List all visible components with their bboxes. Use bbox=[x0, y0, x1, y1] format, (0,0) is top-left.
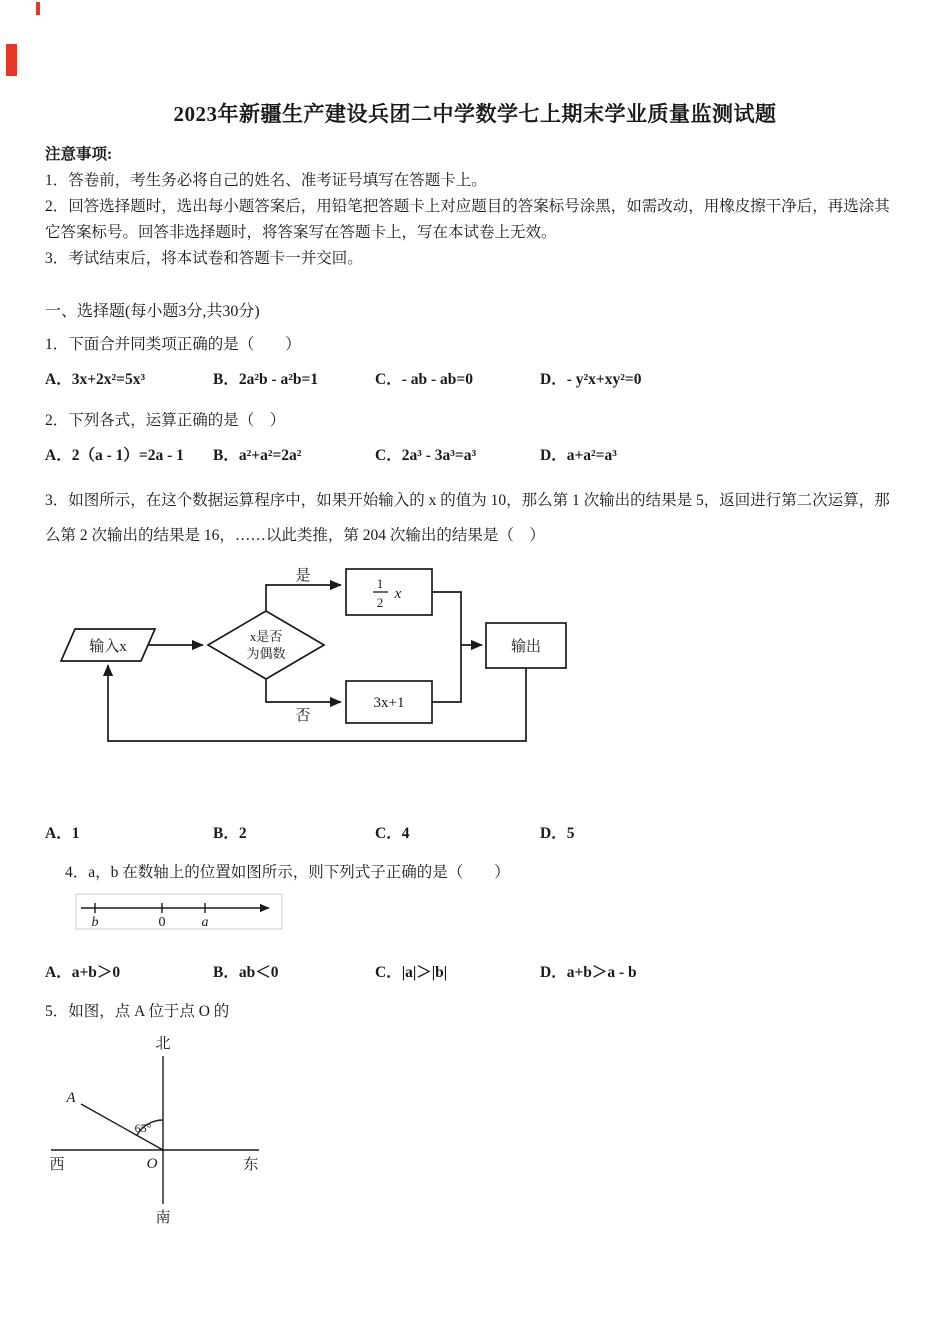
numberline-border bbox=[76, 894, 282, 929]
option-1a: A．3x+2x²=5x³ bbox=[45, 371, 146, 388]
question-2-options bbox=[45, 443, 905, 465]
option-1b: B．2a²b - a²b=1 bbox=[213, 371, 319, 388]
flowchart-yes-branch-line bbox=[266, 585, 341, 611]
compass-label-west: 西 bbox=[49, 1157, 65, 1173]
flowchart-output-label: 输出 bbox=[510, 639, 542, 655]
compass-label-north: 北 bbox=[155, 1036, 171, 1052]
option-2a: A．2（a - 1）=2a - 1 bbox=[45, 447, 184, 464]
compass-figure bbox=[41, 1032, 311, 1230]
flowchart-odd-label: 3x+1 bbox=[373, 695, 405, 711]
option-3d: D．5 bbox=[540, 825, 575, 842]
option-4a: A．a+b＞0 bbox=[45, 964, 121, 981]
flowchart-figure bbox=[41, 561, 661, 761]
flowchart-even-box bbox=[346, 569, 432, 615]
option-2d: D．a+a²=a³ bbox=[540, 447, 617, 464]
question-1-options bbox=[45, 367, 905, 389]
compass-label-south: 南 bbox=[155, 1210, 171, 1226]
question-2-text: 2．下列各式，运算正确的是（ ） bbox=[45, 412, 286, 429]
flowchart-input-label: 输入x bbox=[89, 639, 127, 655]
option-2b: B．a²+a²=2a² bbox=[213, 447, 302, 464]
notice-item-2: 2．回答选择题时，选出每小题答案后，用铅笔把答题卡上对应题目的答案标号涂黑，如需改动，用橡皮擦干净后，再选涂其它答案标号。回答非选择题时，将答案写在答题卡上，写在本试卷上无效。 bbox=[45, 198, 890, 241]
notice-header: 注意事项: bbox=[45, 146, 113, 163]
notice-item-3: 3．考试结束后，将本试卷和答题卡一并交回。 bbox=[45, 250, 363, 267]
compass-label-point-a: A bbox=[66, 1090, 76, 1106]
notice-item-1: 1．答卷前，考生务必将自己的姓名、准考证号填写在答题卡上。 bbox=[45, 172, 487, 189]
red-registration-mark-left bbox=[6, 44, 17, 76]
compass-label-east: 东 bbox=[243, 1157, 259, 1173]
flowchart-decision-label-line2: 为偶数 bbox=[246, 646, 286, 661]
question-4-numberline bbox=[75, 893, 905, 936]
flowchart-no-label: 否 bbox=[295, 708, 311, 724]
numberline-label-b: b bbox=[91, 915, 99, 930]
question-3-text: 3．如图所示，在这个数据运算程序中，如果开始输入的 x 的值为 10，那么第 1 次输出的结果是 5，返回进行第二次运算，那么第 2 次输出的结果是 16，……以此类推，第 204 次输出的结果是（ ） bbox=[45, 492, 890, 544]
numberline-figure bbox=[75, 893, 287, 931]
option-2c: C．2a³ - 3a³=a³ bbox=[375, 447, 477, 464]
option-3b: B．2 bbox=[213, 825, 247, 842]
flowchart-no-branch-line bbox=[266, 679, 341, 702]
question-4-text: 4．a，b 在数轴上的位置如图所示，则下列式子正确的是（ ） bbox=[65, 864, 510, 881]
option-4c: C．|a|＞|b| bbox=[375, 964, 448, 981]
compass-angle-label: 65° bbox=[134, 1121, 152, 1135]
page-title: 2023年新疆生产建设兵团二中学数学七上期末学业质量监测试题 bbox=[173, 102, 777, 126]
option-1d: D．- y²x+xy²=0 bbox=[540, 371, 642, 388]
flowchart-yes-label: 是 bbox=[295, 568, 311, 584]
flowchart-decision-label-line1: x是否 bbox=[249, 629, 283, 644]
flowchart-merge-line bbox=[432, 592, 461, 702]
question-1-text: 1．下面合并同类项正确的是（ ） bbox=[45, 336, 301, 353]
option-3c: C．4 bbox=[375, 825, 410, 842]
fraction-denominator: 2 bbox=[376, 595, 384, 610]
red-registration-mark-top bbox=[36, 2, 40, 15]
flowchart-feedback-loop-line bbox=[108, 665, 526, 741]
numberline-label-zero: 0 bbox=[158, 915, 166, 930]
fraction-variable: x bbox=[394, 586, 402, 602]
section-title: 一、选择题(每小题3分,共30分) bbox=[45, 303, 260, 320]
option-1c: C．- ab - ab=0 bbox=[375, 371, 473, 388]
compass-label-origin: O bbox=[146, 1156, 158, 1172]
option-4d: D．a+b＞a - b bbox=[540, 964, 637, 981]
question-4-options bbox=[45, 960, 905, 982]
option-4b: B．ab＜0 bbox=[213, 964, 279, 981]
question-5-text: 5．如图，点 A 位于点 O 的 bbox=[45, 1003, 230, 1020]
flowchart-decision-shape bbox=[208, 611, 324, 679]
notice-section bbox=[45, 142, 905, 272]
question-5-compass bbox=[41, 1032, 905, 1235]
question-3-flowchart bbox=[41, 561, 905, 766]
fraction-numerator: 1 bbox=[376, 576, 384, 591]
question-3-options bbox=[45, 821, 905, 843]
option-3a: A．1 bbox=[45, 825, 80, 842]
numberline-label-a: a bbox=[201, 915, 209, 930]
